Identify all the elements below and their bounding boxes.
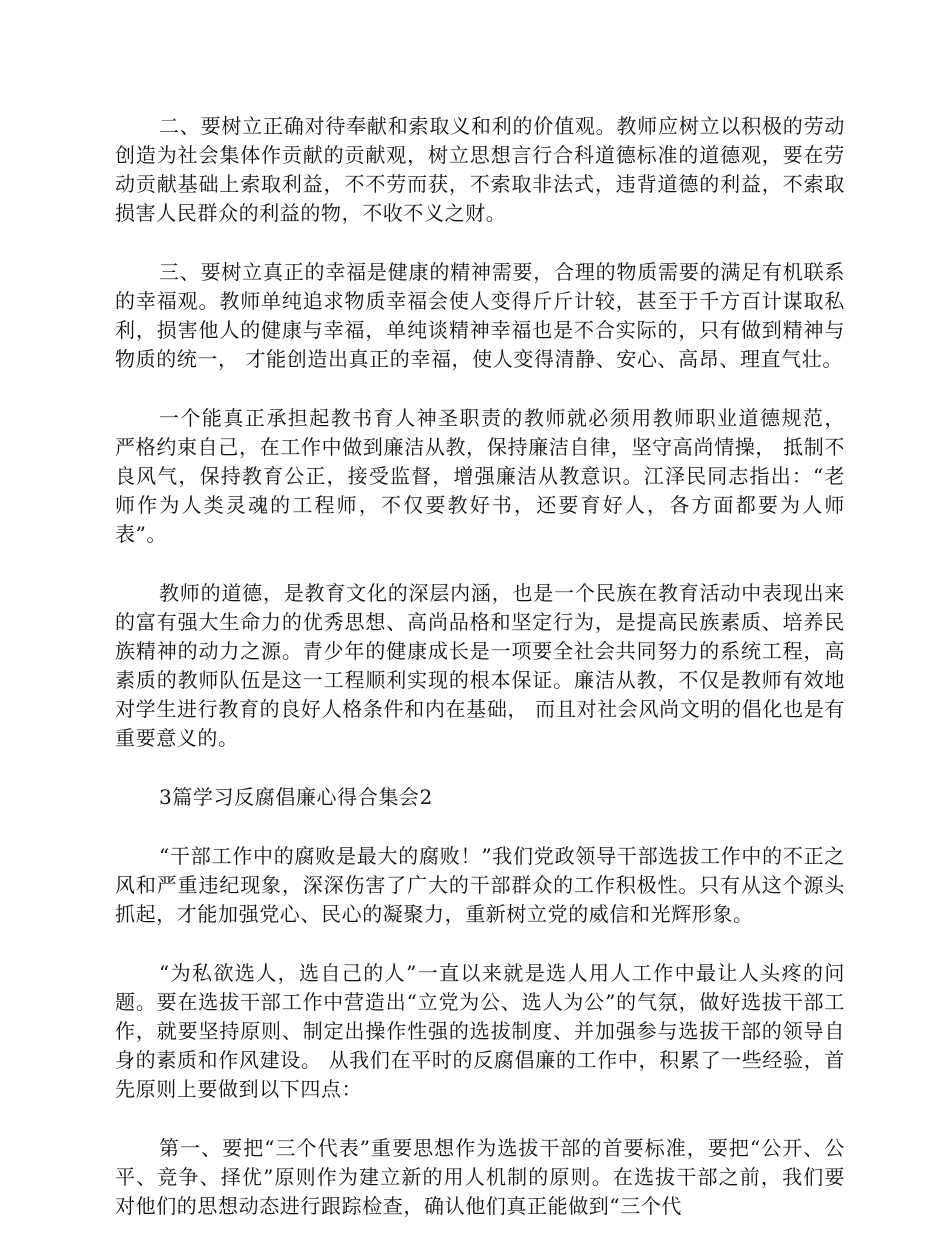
section-heading: 3篇学习反腐倡廉心得合集会2 — [159, 785, 433, 809]
paragraph-teacher-morality: 教师的道德，是教育文化的深层内涵，也是一个民族在教育活动中表现出来的富有强大生命力的优秀思想、高尚品格和坚定行为，是提高民族素质、培养民族精神的动力之源。青少年的健康成长是一项要全社会共同努力的系统工程，高 素质的教师队伍是这一工程顺利实现的根本保证。廉洁从教，不仅是教师有效地对学生进行教育的良好人格条件和内在基础， 而且对社会风尚文明的倡化也是有重要意义的。 — [115, 581, 852, 750]
paragraph-selection-principles: “为私欲选人，选自己的人”一直以来就是选人用人工作中最让人头疼的问题。要在选拔干部工作中营造出“立党为公、选人为公”的气氛，做好选拔干部工作，就要坚持原则、制定出操作性强的选拔制度、并加强参与选拔干部的领导自身的素质和作风建设。 从我们在平时的反腐倡廉的工作中，积累了一些经验，首先原则上要做到以下四点： — [115, 961, 845, 1101]
paragraph-happiness-view: 三、要树立真正的幸福是健康的精神需要，合理的物质需要的满足有机联系的幸福观。教师单纯追求物质幸福会使人变得斤斤计较，甚至于千方百计谋取私 利，损害他人的健康与幸福，单纯谈精神幸福也是不合实际的，只有做到精神与 物质的统一， 才能创造出真正的幸福，使人变得清静、安心、高昂、理直气壮。 — [115, 260, 852, 371]
paragraph-teacher-ethics-norms: 一个能真正承担起教书育人神圣职责的教师就必须用教师职业道德规范， 严格约束自己，在工作中做到廉洁从教，保持廉洁自律，坚守高尚情操， 抵制不良风气，保持教育公正，接受监督，增强廉洁从教意识。江泽民同志指出：“老师作为人类灵魂的工程师，不仅要教好书，还要育好人，各方面都要为人师表”。 — [115, 406, 852, 546]
document-body — [115, 112, 852, 1251]
paragraph-values-dedication: 二、要树立正确对待奉献和索取义和利的价值观。教师应树立以积极的劳动创造为社会集体作贡献的贡献观，树立思想言行合科道德标准的道德观，要在劳动贡献基础上索取利益，不不劳而获，不索取非法式，违背道德的利益，不索取损害人民群众的利益的物，不收不义之财。 — [115, 114, 845, 225]
paragraph-three-represents: 第一、要把“三个代表”重要思想作为选拔干部的首要标准，要把“公开、公平、竞争、择优”原则作为建立新的用人机制的原则。在选拔干部之前，我们要对他们的思想动态进行跟踪检查，确认他们真正能做到“三个代 — [115, 1136, 845, 1218]
paragraph-cadre-corruption: “干部工作中的腐败是最大的腐败！”我们党政领导干部选拔工作中的不正之风和严重违纪现象，深深伤害了广大的干部群众的工作积极性。只有从这个源头抓起，才能加强党心、民心的凝聚力，重新树立党的威信和光辉形象。 — [115, 844, 845, 926]
